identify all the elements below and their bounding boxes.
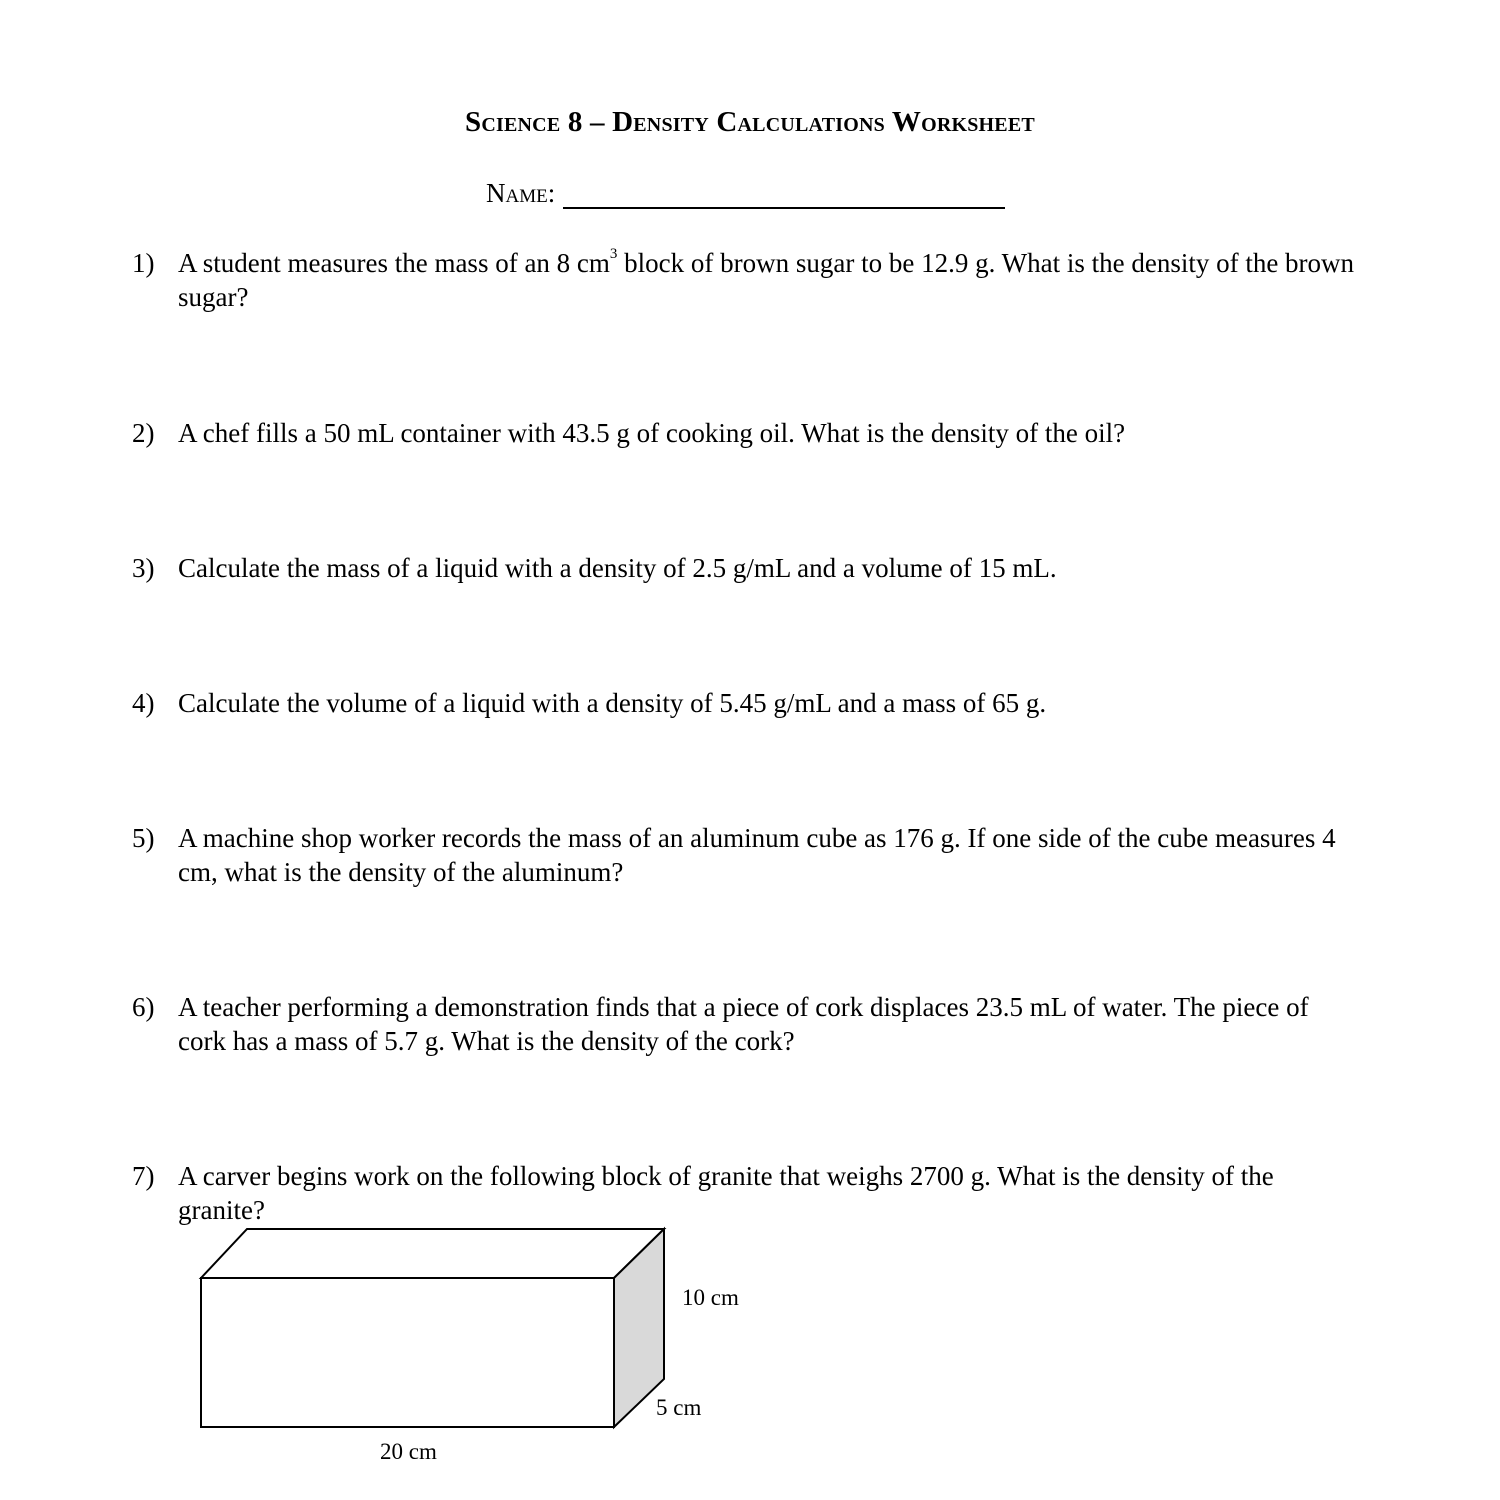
height-dimension-label: 10 cm [682, 1285, 739, 1310]
page-title: Science 8 – Density Calculations Worksheet [465, 106, 1035, 138]
question-number: 2) [132, 418, 155, 448]
block-front-face [201, 1278, 614, 1427]
question-text-part: block of brown sugar to be 12.9 g. What is the density of the brown sugar? [178, 248, 1355, 312]
granite-block-figure [195, 1222, 765, 1472]
question-text: Calculate the volume of a liquid with a density of 5.45 g/mL and a mass of 65 g. [178, 688, 1047, 718]
question-number: 6) [132, 992, 155, 1022]
superscript-exponent: 3 [609, 246, 618, 262]
question-2 [132, 416, 1362, 450]
name-field-row [486, 178, 1005, 209]
depth-dimension-label: 5 cm [656, 1395, 702, 1420]
question-4 [132, 686, 1362, 720]
name-label: Name: [486, 178, 556, 208]
question-number: 7) [132, 1161, 155, 1191]
question-text: A chef fills a 50 mL container with 43.5 g of cooking oil. What is the density of the oil? [178, 418, 1126, 448]
length-dimension-label: 20 cm [380, 1439, 437, 1464]
block-top-face [201, 1229, 664, 1278]
question-text [178, 246, 1362, 314]
question-number: 1) [132, 248, 155, 278]
question-text: A teacher performing a demonstration finds that a piece of cork displaces 23.5 mL of water. The piece of cork has a mass of 5.7 g. What is the density of the cork? [178, 992, 1309, 1056]
question-number: 4) [132, 688, 155, 718]
name-blank-line[interactable] [563, 181, 1005, 209]
question-6 [132, 990, 1362, 1058]
question-3 [132, 551, 1362, 585]
question-7 [132, 1159, 1362, 1227]
question-1 [132, 246, 1362, 314]
question-number: 3) [132, 553, 155, 583]
question-text: A carver begins work on the following block of granite that weighs 2700 g. What is the density of the granite? [178, 1161, 1274, 1225]
question-5 [132, 821, 1362, 889]
question-text-part: A student measures the mass of an 8 cm [178, 248, 610, 278]
question-number: 5) [132, 823, 155, 853]
question-text: Calculate the mass of a liquid with a density of 2.5 g/mL and a volume of 15 mL. [178, 553, 1057, 583]
question-text: A machine shop worker records the mass of an aluminum cube as 176 g. If one side of the cube measures 4 cm, what is the density of the aluminum? [178, 823, 1336, 887]
